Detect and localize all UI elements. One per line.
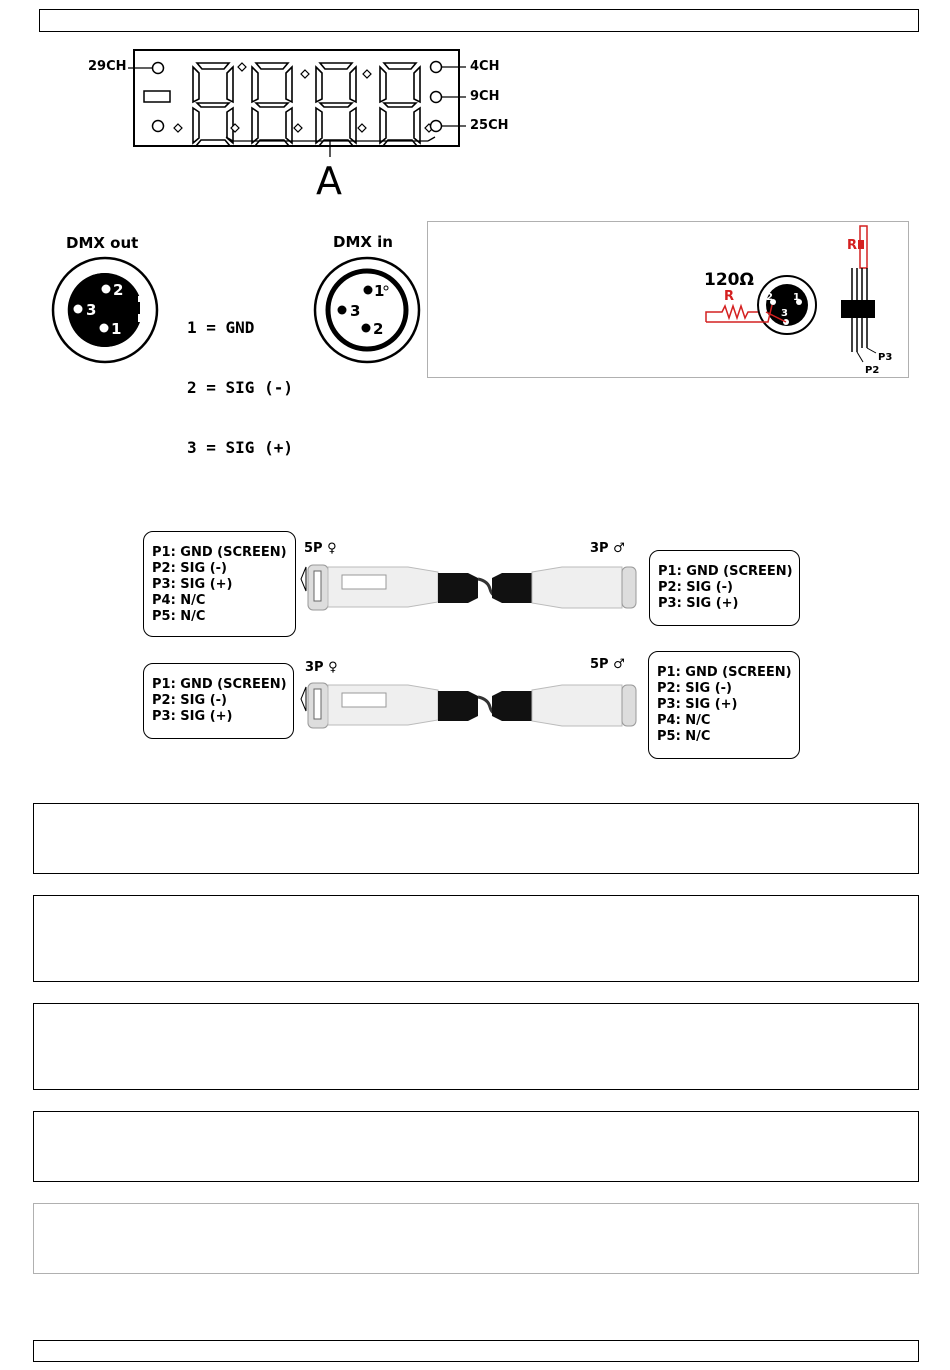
terminator-resistance: 120Ω (704, 270, 754, 290)
adapter-1-right-pinout (649, 550, 800, 626)
adapter-2-right-pin-2: P2: SIG (-) (657, 681, 732, 696)
decimal-dots (174, 63, 433, 132)
adapter-1-left-pin-5: P5: N/C (152, 609, 206, 624)
dmx-pin-legend (187, 278, 293, 478)
header-bar (39, 9, 919, 32)
adapter-2-left-pin-3: P3: SIG (+) (152, 709, 233, 724)
dmx-in-pin-1: 1 (374, 282, 385, 300)
adapter-2-left-pin-2: P2: SIG (-) (152, 693, 227, 708)
dmx-in-pin-3: 3 (350, 302, 361, 320)
indicator-label-9ch: 9CH (470, 89, 500, 104)
text-box-4 (33, 1111, 919, 1182)
adapter-2-cable (290, 675, 650, 740)
adapter-1-right-label: 3P ♂ (590, 541, 625, 556)
side-p3-label: P3 (878, 352, 893, 363)
legend-line-3: 3 = SIG (+) (187, 438, 293, 457)
side-resistor-label: R (847, 238, 858, 253)
dmx-in-connector (312, 256, 422, 364)
footer-bar (33, 1340, 919, 1362)
dmx-out-pin-2: 2 (113, 281, 124, 299)
indicator-label-25ch: 25CH (470, 118, 509, 133)
digit-1 (193, 63, 233, 146)
adapter-1-left-pinout (143, 531, 296, 637)
adapter-1-left-pin-3: P3: SIG (+) (152, 577, 233, 592)
adapter-1-right-pin-1: P1: GND (SCREEN) (658, 564, 793, 579)
legend-line-1: 1 = GND (187, 318, 255, 337)
adapter-2-right-pin-1: P1: GND (SCREEN) (657, 665, 792, 680)
callout-label-a: A (316, 159, 342, 203)
text-box-3 (33, 1003, 919, 1090)
digit-2 (252, 63, 292, 146)
display-mode-slot (144, 91, 170, 102)
side-p2-label: P2 (865, 365, 880, 376)
adapter-1-cable (290, 555, 650, 620)
text-box-5 (33, 1203, 919, 1274)
led-display-svg (80, 45, 520, 205)
digit-4 (380, 63, 420, 146)
adapter-1-left-pin-2: P2: SIG (-) (152, 561, 227, 576)
legend-line-2: 2 = SIG (-) (187, 378, 293, 397)
terminator-pin-2: 2 (766, 292, 773, 303)
adapter-2-right-pin-5: P5: N/C (657, 729, 711, 744)
terminator-resistor-label: R (724, 289, 735, 304)
adapter-1-right-pin-3: P3: SIG (+) (658, 596, 739, 611)
digit-3 (316, 63, 356, 146)
adapter-2-left-label: 3P ♀ (305, 660, 338, 675)
adapter-1-right-pin-2: P2: SIG (-) (658, 580, 733, 595)
indicator-label-4ch: 4CH (470, 59, 500, 74)
dmx-in-title: DMX in (333, 233, 393, 251)
text-box-2 (33, 895, 919, 982)
dmx-out-pin-1: 1 (111, 320, 122, 338)
led-display-diagram (80, 45, 520, 205)
dmx-out-pin-3: 3 (86, 301, 97, 319)
terminator-pin-1: 1 (793, 292, 800, 303)
display-frame (134, 50, 459, 146)
adapter-2-right-pin-4: P4: N/C (657, 713, 711, 728)
adapter-2-left-pin-1: P1: GND (SCREEN) (152, 677, 287, 692)
adapter-2-right-pinout (648, 651, 800, 759)
adapter-1-left-label: 5P ♀ (304, 541, 337, 556)
adapter-1-left-pin-4: P4: N/C (152, 593, 206, 608)
dmx-out-title: DMX out (66, 234, 139, 252)
terminator-pin-3: 3 (781, 308, 788, 319)
adapter-2-right-label: 5P ♂ (590, 657, 625, 672)
adapter-2-left-pinout (143, 663, 294, 739)
indicator-label-29ch: 29CH (88, 59, 127, 74)
dmx-in-pin-2: 2 (373, 320, 384, 338)
text-box-1 (33, 803, 919, 874)
dmx-out-connector (50, 256, 160, 364)
adapter-1-left-pin-1: P1: GND (SCREEN) (152, 545, 287, 560)
terminator-diagram (700, 222, 908, 378)
adapter-2-right-pin-3: P3: SIG (+) (657, 697, 738, 712)
indicator-leds (153, 62, 442, 132)
